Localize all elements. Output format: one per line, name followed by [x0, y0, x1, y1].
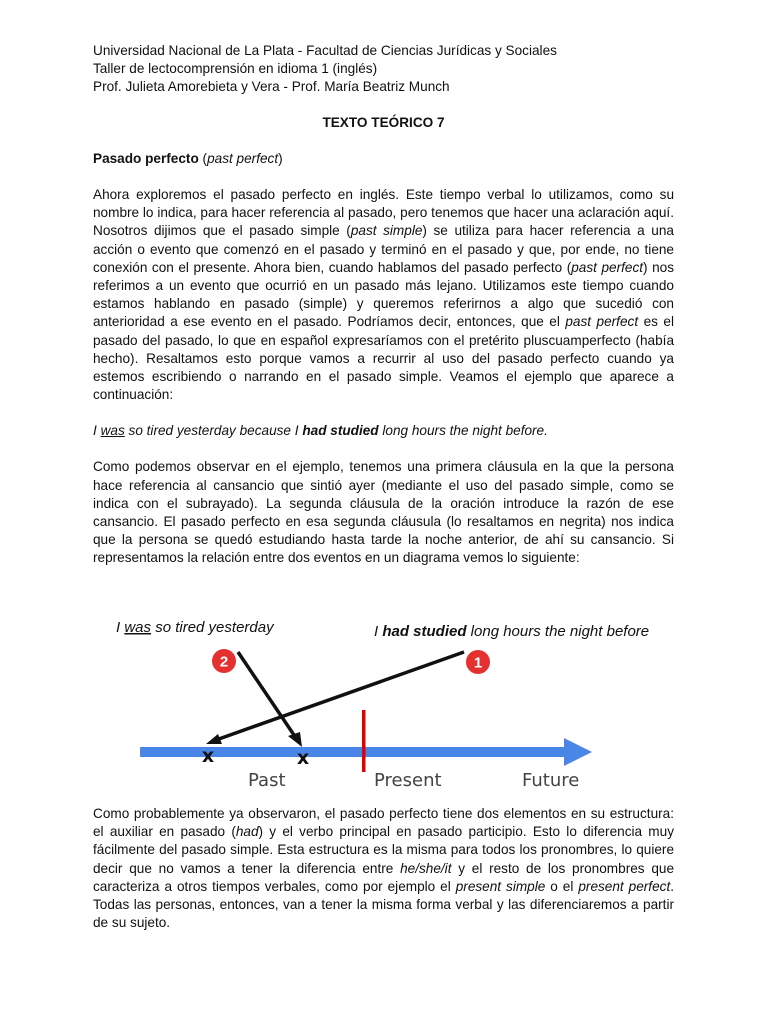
caption-was-so-tired — [116, 619, 275, 636]
arrowhead-1 — [206, 734, 222, 744]
label-future: Future — [522, 770, 580, 791]
header-line-2: Taller de lectocomprensión en idioma 1 (inglés) — [93, 61, 378, 76]
para3-text-2: ) y el verbo principal en pasado participio. Esto lo diferencia muy fácilmente del pasado simple. Esta estructura es la misma para todos los pronombres, lo quiere decir que no vamos a tener la diferencia entre — [93, 824, 674, 876]
arrowhead-2 — [288, 732, 302, 747]
para1-italic-1: past simple — [350, 223, 423, 239]
arrow-line-2 — [238, 652, 296, 738]
para1-text-3: ) nos referimos a un evento que ocurrió en un pasado más lejano. Utilizamos este tiempo cuando estamos hablando en pasado (simple) y queremos referirnos a algo que sucedió con anterioridad a ese evento en el pasado. Podríamos decir, entonces, que el — [93, 259, 674, 330]
arrow-line-1 — [216, 652, 464, 740]
marker-2-label: 2 — [219, 653, 229, 671]
example-sentence — [93, 422, 674, 440]
caption-left-was: was — [124, 619, 152, 636]
caption-right-a: I — [374, 623, 383, 640]
subtitle-open: ( — [198, 151, 208, 166]
subtitle-close: ) — [278, 151, 283, 166]
paragraph-3-block — [93, 805, 674, 932]
document-page — [93, 42, 674, 568]
para1-italic-3: past perfect — [565, 314, 639, 330]
example-part-c: so tired yesterday because I — [124, 423, 303, 439]
marker-1-label: 1 — [473, 654, 483, 672]
example-part-e: long hours the night before. — [378, 423, 548, 439]
paragraph-2: Como podemos observar en el ejemplo, tenemos una primera cláusula en la que la persona hace referencia al cansancio que sintió ayer (mediante el uso del pasado simple, como se indica con el subrayado). La segunda cláusula de la oración introduce la razón de ese cansancio. El pasado perfecto en esa segunda cláusula (lo resaltamos en negrita) nos indica que la persona se quedó estudiando hasta tarde la noche anterior, de ahí su cansancio. Si representamos la relación entre dos eventos en un diagrama vemos lo siguiente: — [93, 459, 674, 566]
timeline-svg — [112, 610, 672, 800]
subtitle-bold: Pasado perfecto — [93, 151, 199, 166]
x-mark-past-perfect: x — [201, 745, 215, 767]
caption-left-c: so tired yesterday — [151, 619, 274, 636]
para3-italic-2: he/she/it — [400, 860, 452, 876]
page-title: TEXTO TEÓRICO 7 — [322, 115, 445, 130]
example-bold-verb: had studied — [302, 423, 379, 439]
caption-right-c: long hours the night before — [466, 623, 650, 640]
paragraph-3 — [93, 805, 674, 932]
present-divider — [362, 710, 366, 772]
paragraph-1 — [93, 186, 674, 404]
header-line-3: Prof. Julieta Amorebieta y Vera - Prof. María Beatriz Munch — [93, 79, 450, 94]
example-underlined-verb: was — [100, 423, 125, 439]
header-line-1: Universidad Nacional de La Plata - Facultad de Ciencias Jurídicas y Sociales — [93, 43, 557, 58]
caption-left-a: I — [116, 619, 125, 636]
para1-text-4: es el pasado del pasado, lo que en español expresaríamos con el pretérito pluscuamperfecto (había hecho). Resaltamos esto porque vamos a recurrir al uso del pasado perfecto cuando ya estemos escribiendo o narrando en el pasado simple. Veamos el ejemplo que aparece a continuación: — [93, 314, 674, 403]
para1-italic-2: past perfect — [571, 259, 644, 275]
timeline-diagram — [112, 610, 672, 800]
document-header — [93, 42, 674, 96]
para3-text-3: y el resto de los pronombres que caracteriza a otros tiempos verbales, como por ejemplo el — [93, 860, 674, 894]
x-mark-past-simple: x — [296, 747, 310, 769]
caption-had-studied — [374, 623, 649, 640]
para3-italic-4: present perfect — [578, 878, 671, 894]
para3-italic-1: had — [235, 824, 259, 840]
example-part-a: I — [93, 423, 101, 439]
para3-text-5: . Todas las personas, entonces, van a tener la misma forma verbal y las diferenciaremos a partir de su sujeto. — [93, 878, 674, 931]
para1-text-2: ) se utiliza para hacer referencia a una acción o evento que comenzó en el pasado y terminó en el pasado y que, por ende, no tiene conexión con el presente. Ahora bien, cuando hablamos del pasado perfecto ( — [93, 223, 674, 275]
para3-text-1: Como probablemente ya observaron, el pasado perfecto tiene dos elementos en su estructura: el auxiliar en pasado ( — [93, 806, 674, 840]
para1-text-1: Ahora exploremos el pasado perfecto en inglés. Este tiempo verbal lo utilizamos, como su nombre lo indica, para hacer referencia al pasado, pero tenemos que hacer una aclaración aquí. Nosotros dijimos que el pasado simple ( — [93, 187, 674, 239]
label-present: Present — [374, 770, 442, 791]
timeline-arrowhead — [564, 738, 592, 766]
caption-right-bold: had studied — [382, 623, 467, 640]
subtitle-italic: past perfect — [207, 151, 279, 166]
para3-italic-3: present simple — [455, 878, 546, 894]
para3-text-4: o el — [545, 878, 579, 894]
label-past: Past — [248, 770, 286, 791]
section-subtitle — [93, 150, 674, 168]
